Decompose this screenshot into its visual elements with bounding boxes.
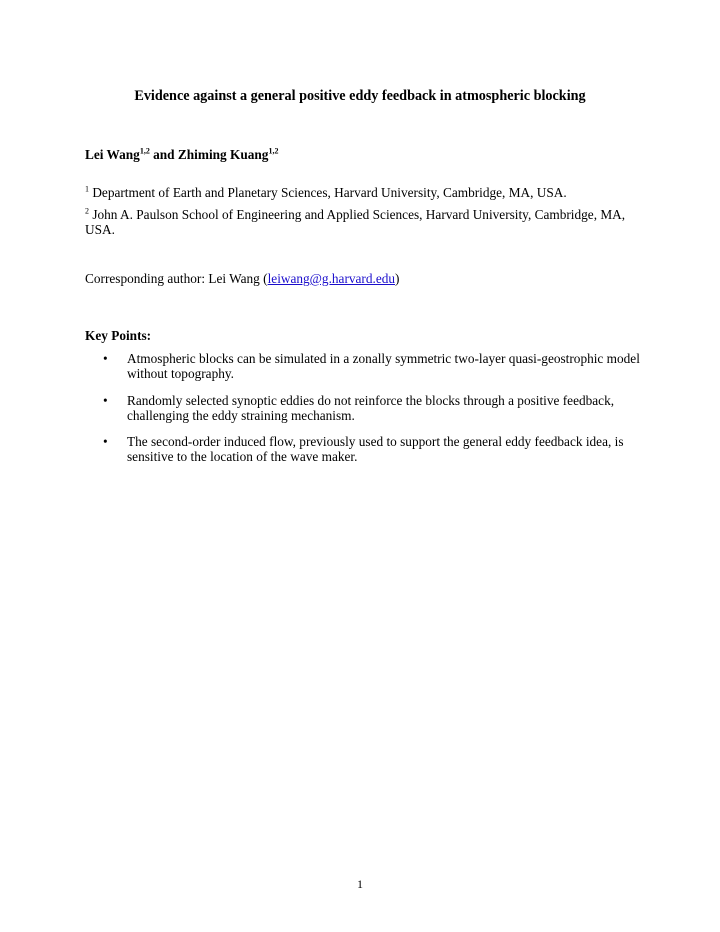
key-point-item [103,393,643,423]
key-point-text: The second-order induced flow, previously used to support the general eddy feedback idea, is sensitive to the location of the wave maker. [127,434,624,464]
author-separator: and [149,147,178,162]
affiliation-text: John A. Paulson School of Engineering and Applied Sciences, Harvard University, Cambridge, MA, USA. [85,207,626,237]
corresponding-prefix: Corresponding author: Lei Wang ( [85,271,268,286]
key-point-text: Atmospheric blocks can be simulated in a zonally symmetric two-layer quasi-geostrophic model without topography. [127,351,640,381]
bullet-icon: • [103,351,108,366]
bullet-icon: • [103,434,108,449]
corresponding-suffix: ) [395,271,400,286]
author-name: Lei Wang [85,147,140,162]
author-affiliation-marker: 1,2 [139,146,150,156]
author-name: Zhiming Kuang [177,147,269,162]
author-list [85,146,278,163]
bullet-icon: • [103,393,108,408]
affiliation-marker: 2 [85,206,89,216]
page-number: 1 [357,877,363,891]
author-affiliation-marker: 1,2 [268,146,279,156]
key-point-item [103,351,643,381]
affiliation-text: Department of Earth and Planetary Sciences, Harvard University, Cambridge, MA, USA. [89,185,567,200]
affiliation-marker: 1 [85,184,89,194]
corresponding-author [85,271,399,287]
key-point-text: Randomly selected synoptic eddies do not reinforce the blocks through a positive feedback, challenging the eddy straining mechanism. [127,393,615,423]
email-link[interactable]: leiwang@g.harvard.edu [267,271,396,286]
key-points-heading: Key Points: [85,328,152,343]
key-point-item [103,434,643,464]
paper-title: Evidence against a general positive eddy feedback in atmospheric blocking [134,88,586,104]
affiliation-2 [85,207,640,237]
affiliation-1 [85,185,640,200]
